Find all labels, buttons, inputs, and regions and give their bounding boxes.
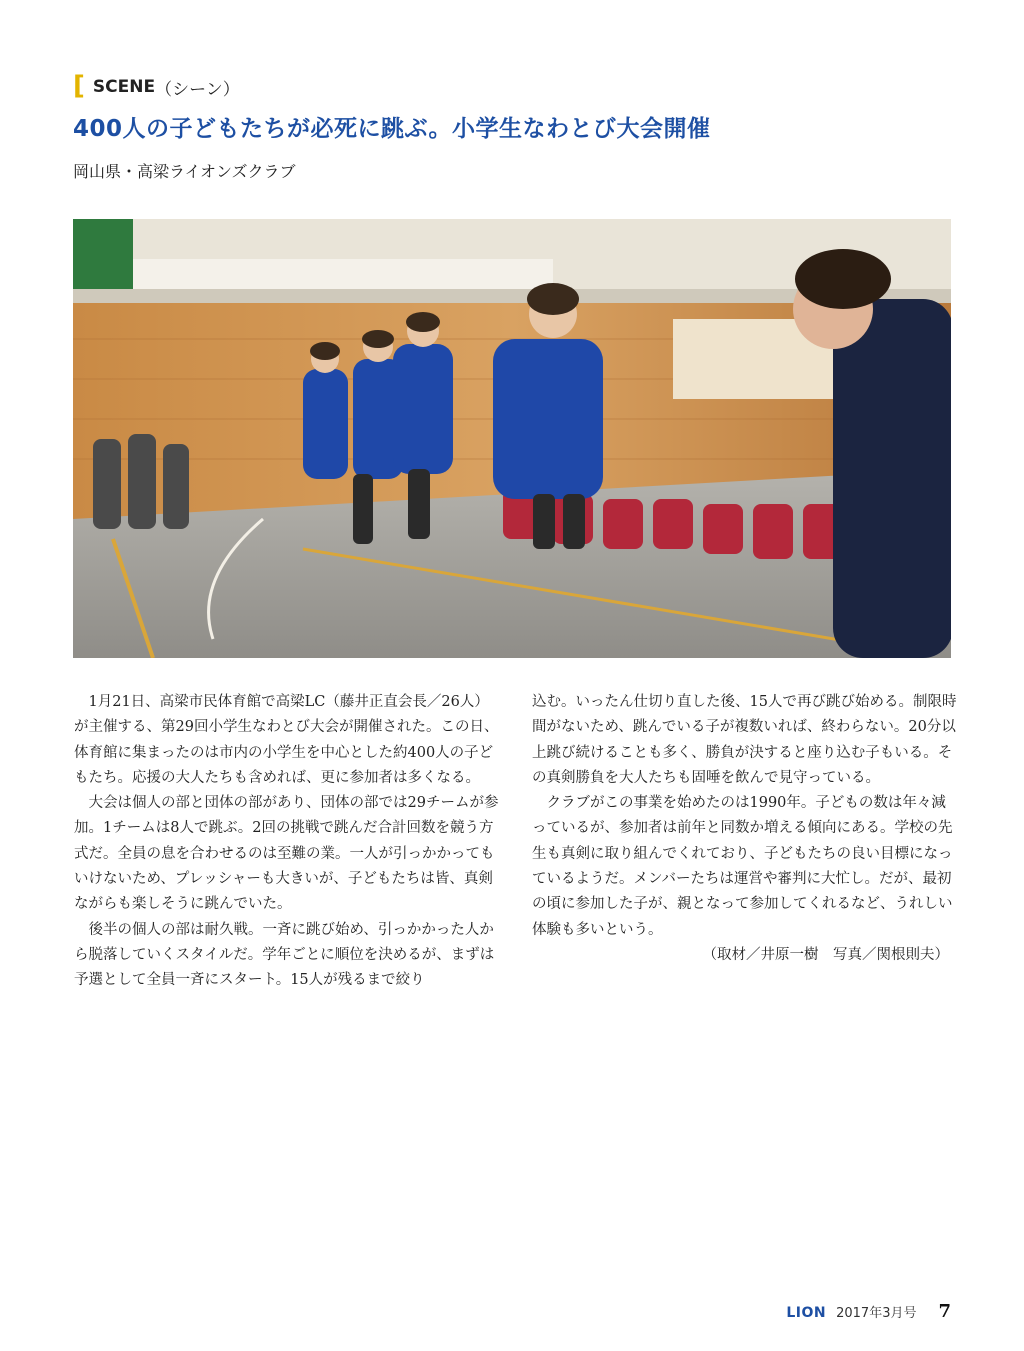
issue-date: 2017年3月号	[836, 1306, 917, 1321]
article-column-right	[532, 690, 957, 968]
section-label	[73, 71, 240, 101]
article-paragraph: 大会は個人の部と団体の部があり、団体の部では29チームが参加。1チームは8人で跳ぶ。2回の挑戦で跳んだ合計回数を競う方式だ。全員の息を合わせるのは至難の業。一人が引っかかってもいけないため、プレッシャーも大きいが、子どもたちは皆、真剣ながらも楽しそうに跳んでいた。	[74, 795, 499, 913]
section-label-en: SCENE	[92, 77, 156, 97]
article-paragraph-continued: 込む。いったん仕切り直した後、15人で再び跳び始める。制限時間がないため、跳んでいる子が複数いれば、終わらない。20分以上跳び続けることも多く、勝負が決すると座り込む子もいる。その真剣勝負を大人たちも固唾を飲んで見守っている。	[532, 694, 957, 786]
photo-credit: （取材／井原一樹 写真／関根則夫）	[702, 946, 949, 963]
photo-jump-rope-children-icon	[73, 219, 951, 658]
page-footer	[786, 1301, 951, 1322]
bracket-mark: [	[73, 71, 85, 101]
article-paragraph: 後半の個人の部は耐久戦。一斉に跳び始め、引っかかった人から脱落していくスタイルだ。学年ごとに順位を決めるが、まずは予選として全員一斉にスタート。15人が残るまで絞り	[74, 921, 495, 989]
club-name: 岡山県・高梁ライオンズクラブ	[73, 162, 296, 181]
article-photo	[73, 219, 951, 658]
page-number: 7	[938, 1301, 951, 1322]
section-label-jp: （シーン）	[155, 79, 240, 100]
article-column-left	[74, 690, 499, 994]
article-headline: 400人の子どもたちが必死に跳ぶ。小学生なわとび大会開催	[73, 116, 711, 142]
article-paragraph: クラブがこの事業を始めたのは1990年。子どもの数は年々減っているが、参加者は前年と同数か増える傾向にある。学校の先生も真剣に取り組んでくれており、子どもたちの良い目標になっているようだ。メンバーたちは運営や審判に大忙し。だが、最初の頃に参加した子が、親となって参加してくれるなど、うれしい体験も多いという。	[532, 795, 953, 938]
article-paragraph: 1月21日、高梁市民体育館で高梁LC（藤井正直会長／26人）が主催する、第29回小学生なわとび大会が開催された。この日、体育館に集まったのは市内の小学生を中心とした約400人の子どもたち。応援の大人たちも含めれば、更に参加者は多くなる。	[74, 694, 499, 786]
magazine-name: LION	[786, 1305, 827, 1321]
